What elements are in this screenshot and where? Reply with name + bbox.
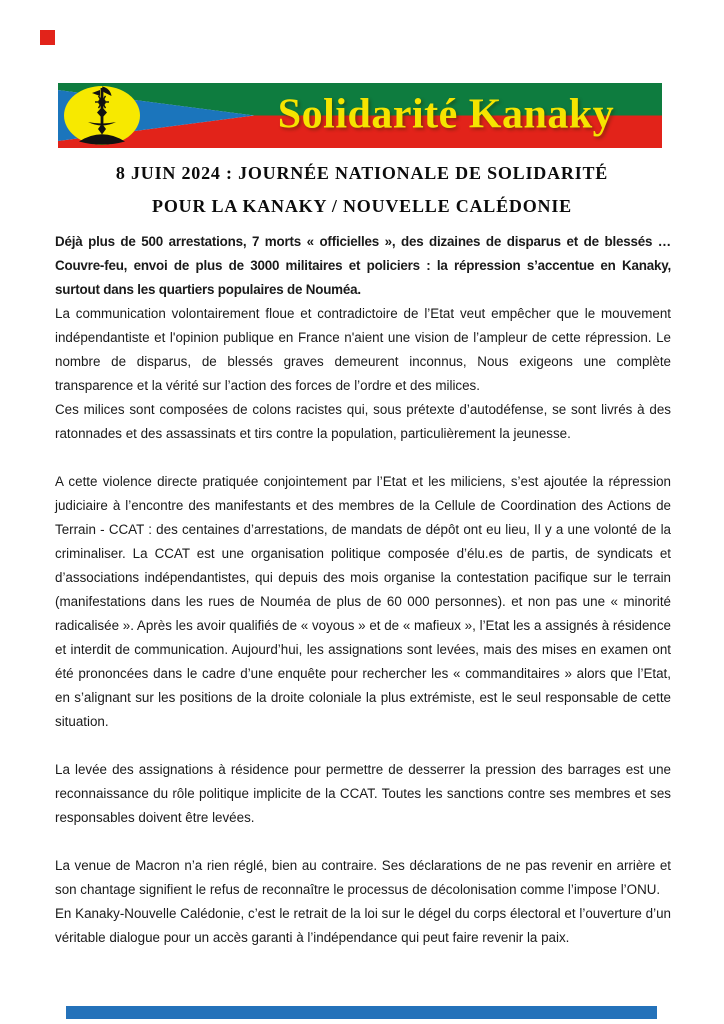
paragraph-6: La venue de Macron n’a rien réglé, bien au contraire. Ses déclarations de ne pas revenir en arrière et son chantage signifient le refus de reconnaître le processus de décolonisation comme l’impose l’ONU. (55, 858, 671, 897)
red-corner-mark (40, 30, 55, 45)
page-title-line2: POUR LA KANAKY / NOUVELLE CALÉDONIE (152, 196, 572, 216)
paragraph-5: La levée des assignations à résidence pour permettre de desserrer la pression des barrages est une reconnaissance du rôle politique implicite de la CCAT. Toutes les sanctions contre ses membres et ses responsables doivent être levées. (55, 762, 671, 825)
bottom-blue-bar (66, 1006, 657, 1019)
paragraph-7: En Kanaky-Nouvelle Calédonie, c’est le retrait de la loi sur le dégel du corps électoral et l’ouverture d’un véritable dialogue pour un accès garanti à l’indépendance qui peut faire revenir la paix. (55, 906, 671, 945)
page-title-line1: 8 JUIN 2024 : JOURNÉE NATIONALE DE SOLIDARITÉ (115, 163, 609, 183)
banner-title: Solidarité Kanaky (277, 91, 615, 138)
paragraph-2: La communication volontairement floue et contradictoire de l’Etat veut empêcher que le mouvement indépendantiste et l'opinion publique en France n'aient une vision de l’ampleur de cette répression. Le nombre de disparus, de blessés graves demeurent inconnus, Nous exigeons une complète transparence et la vérité sur l’action des forces de l’ordre et des milices. (55, 306, 671, 393)
paragraph-4: A cette violence directe pratiquée conjointement par l’Etat et les miliciens, s’est ajoutée la répression judiciaire à l’encontre des manifestants et des membres de la Cellule de Coordination des Actions de Terrain - CCAT : des centaines d’arrestations, de mandats de dépôt ont eu lieu, Il y a une volonté de la criminaliser. La CCAT est une organisation politique composée d’élu.es de partis, de syndicats et d’associations indépendantistes, qui depuis des mois organise la contestation pacifique sur le terrain (manifestations dans les rues de Nouméa de plus de 60 000 personnes). et non pas une « minorité radicalisée ». Après les avoir qualifiés de « voyous » et de « mafieux », l’Etat les a assignés à résidence et interdit de communication. Aujourd’hui, les assignations sont levées, mais des mises en examen ont été prononcées dans le cadre d’une enquête pour rechercher les « commanditaires » alors que l’Etat, en s’alignant sur les positions de la droite coloniale la plus extrémiste, est le seul responsable de cette situation. (55, 474, 671, 729)
paragraph-1: Déjà plus de 500 arrestations, 7 morts « officielles », des dizaines de disparus et de blessés … Couvre-feu, envoi de plus de 3000 militaires et policiers : la répression s’accentue en Kanaky, surtout dans les quartiers populaires de Nouméa. (55, 234, 671, 297)
solidarite-kanaky-banner (58, 83, 662, 148)
paragraph-3: Ces milices sont composées de colons racistes qui, sous prétexte d’autodéfense, se sont livrés à des ratonnades et des assassinats et tirs contre la population, particulièrement la jeunesse. (55, 402, 671, 441)
article (55, 230, 671, 950)
page-title (55, 157, 669, 223)
